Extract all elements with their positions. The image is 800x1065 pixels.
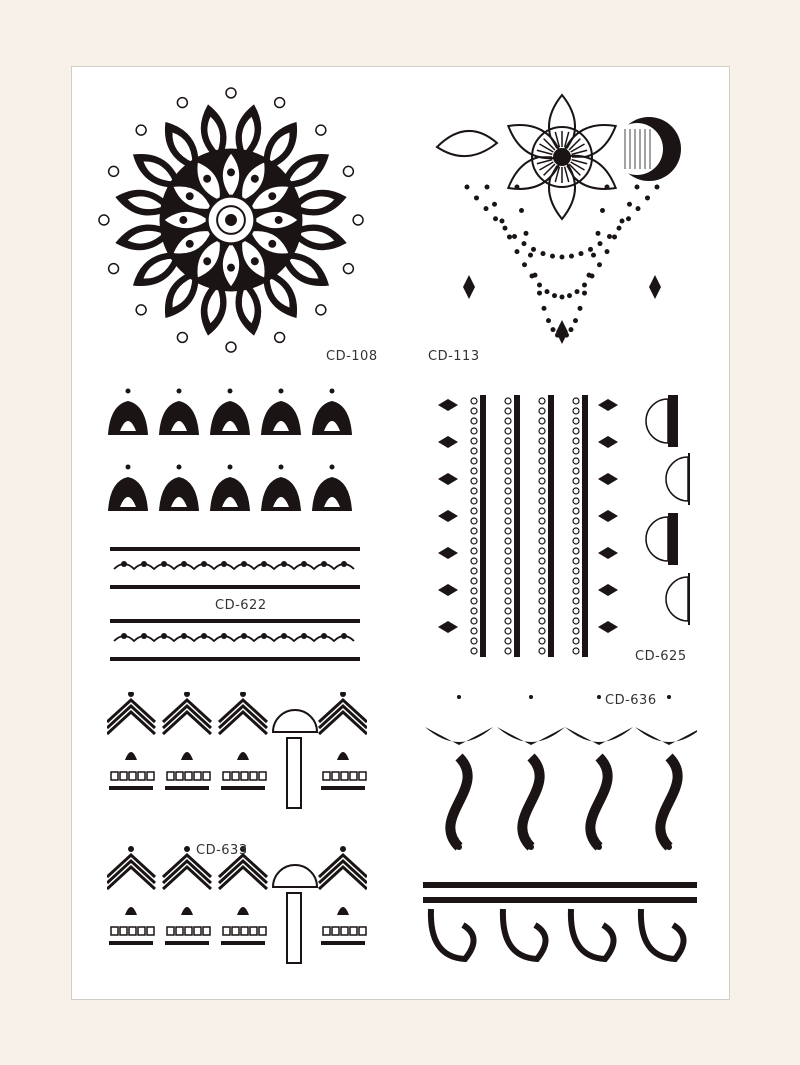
code-cd-636: CD-636 [605, 693, 657, 708]
code-cd-625: CD-625 [635, 649, 687, 664]
code-cd-633: CD-633 [196, 843, 248, 858]
code-cd-622: CD-622 [215, 598, 267, 613]
tattoo-sheet [71, 66, 730, 1000]
border-band-tattoo [104, 387, 366, 672]
mandala-tattoo [92, 81, 370, 359]
code-cd-108: CD-108 [326, 349, 378, 364]
finger-motif-tattoo [417, 687, 697, 987]
arch-band-tattoo [107, 692, 367, 982]
code-cd-113: CD-113 [428, 349, 480, 364]
chandelier-tattoo [427, 77, 697, 362]
lace-strip-tattoo [430, 387, 690, 667]
